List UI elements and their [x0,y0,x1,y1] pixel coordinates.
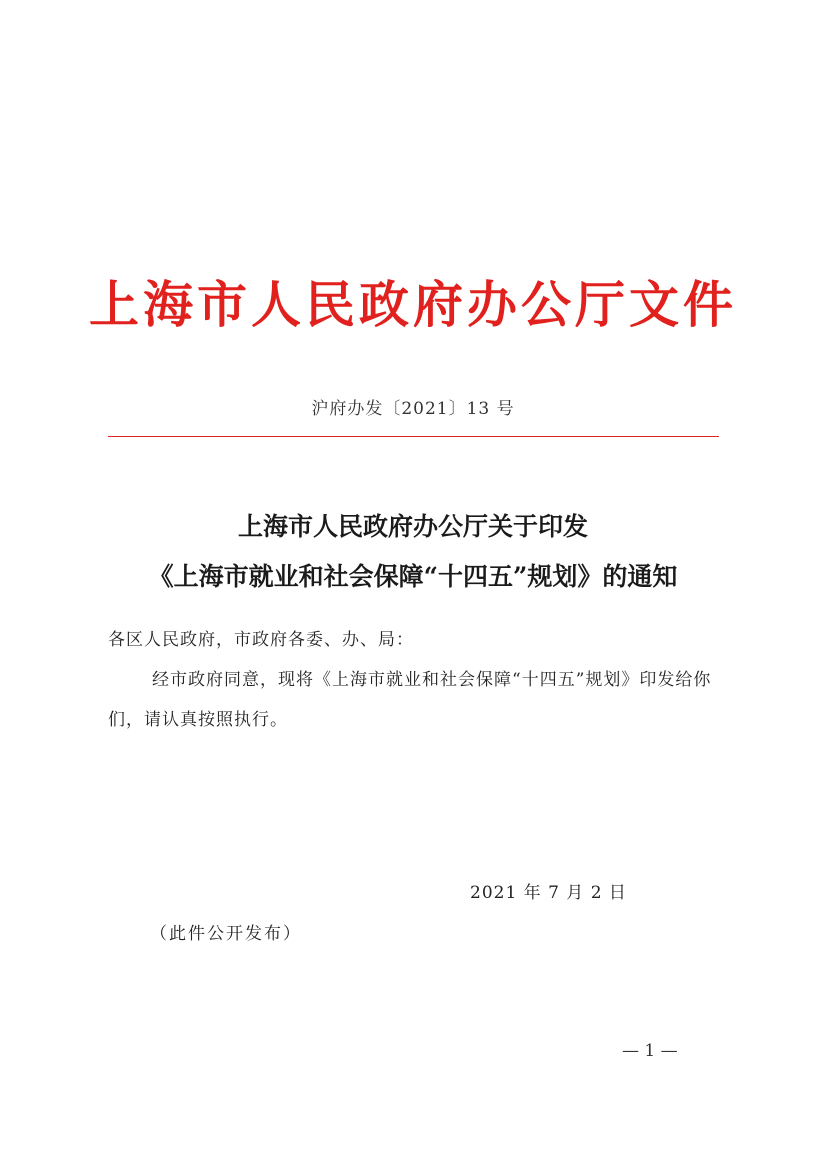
title-line-2: 《上海市就业和社会保障“十四五”规划》的通知 [148,562,678,591]
title-line-1: 上海市人民政府办公厅关于印发 [237,512,588,541]
masthead-divider [108,436,719,437]
issue-date: 2021 年 7 月 2 日 [470,883,627,903]
public-release-note: （此件公开发布） [150,924,302,944]
document-number: 沪府办发〔2021〕13 号 [311,399,515,419]
page-number: — 1 — [622,1041,678,1061]
document-title [0,502,826,602]
document-masthead: 上海市人民政府办公厅文件 [89,275,737,334]
body-paragraph: 经市政府同意，现将《上海市就业和社会保障“十四五”规划》印发给你们，请认真按照执行。 [108,670,712,730]
salutation: 各区人民政府，市政府各委、办、局： [108,630,414,650]
